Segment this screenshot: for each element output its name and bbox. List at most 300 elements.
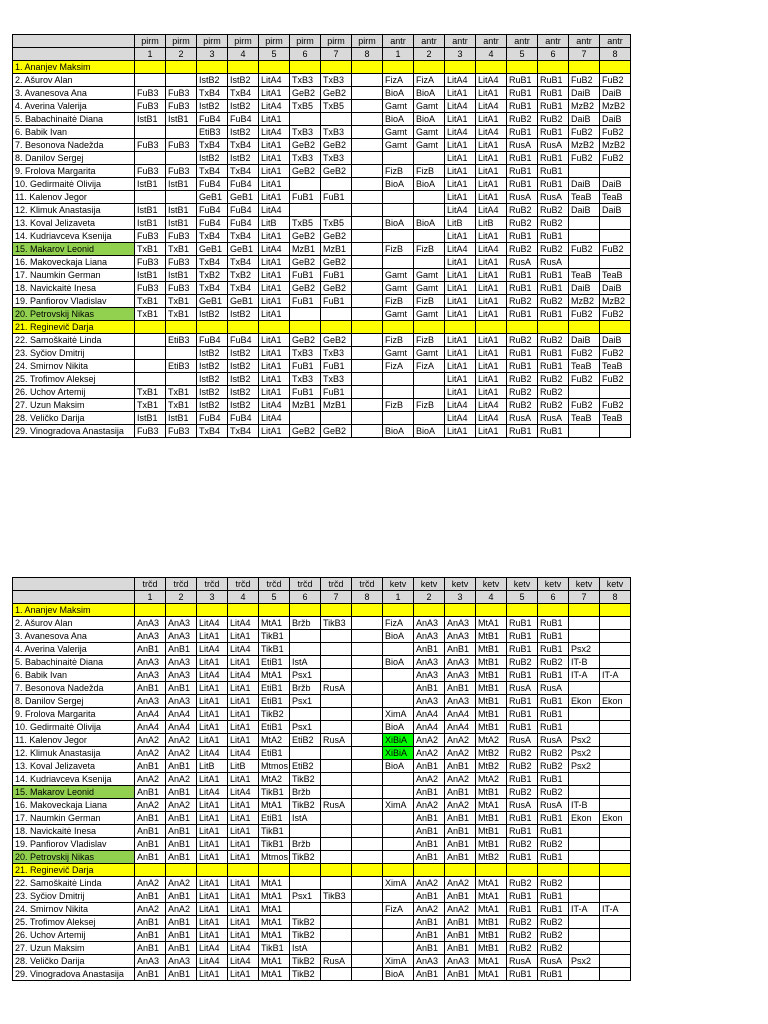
table-cell <box>445 61 476 74</box>
table-cell: LitA4 <box>445 74 476 87</box>
student-name-cell: 8. Danilov Sergej <box>13 152 135 165</box>
table-row <box>13 760 631 773</box>
table-cell: LitA1 <box>476 191 507 204</box>
column-header: 6 <box>538 591 569 604</box>
table-cell: RuB2 <box>538 217 569 230</box>
table-cell <box>569 864 600 877</box>
table-cell: LitA1 <box>476 360 507 373</box>
table-cell: MtB1 <box>476 682 507 695</box>
table-cell <box>600 217 631 230</box>
table-cell: AnA2 <box>445 903 476 916</box>
table-cell: FuB4 <box>228 334 259 347</box>
table-row <box>13 747 631 760</box>
table-cell: IstA <box>290 812 321 825</box>
table-cell: LitA4 <box>476 74 507 87</box>
column-header: trčd <box>259 578 290 591</box>
table-cell: Psx1 <box>290 695 321 708</box>
table-cell: RuB2 <box>538 113 569 126</box>
table-cell: FuB3 <box>166 282 197 295</box>
table-cell <box>259 604 290 617</box>
table-cell: FizB <box>414 295 445 308</box>
table-cell: FuB3 <box>135 425 166 438</box>
student-name-cell: 1. Ananjev Maksim <box>13 604 135 617</box>
table-cell: BioA <box>414 425 445 438</box>
table-cell <box>569 425 600 438</box>
table-cell <box>290 708 321 721</box>
table-cell: TxB4 <box>228 256 259 269</box>
table-cell: MtA1 <box>476 955 507 968</box>
table-cell: LitA1 <box>445 178 476 191</box>
table-cell <box>600 968 631 981</box>
table-cell: LitA1 <box>228 734 259 747</box>
table-cell: RuB1 <box>538 721 569 734</box>
table-cell: GeB1 <box>228 295 259 308</box>
table-cell: AnB1 <box>414 916 445 929</box>
table-cell: RuB1 <box>538 630 569 643</box>
table-cell <box>383 386 414 399</box>
table-cell <box>259 864 290 877</box>
table-cell: LitA4 <box>197 643 228 656</box>
student-name-cell: 18. Navickaitė Inesa <box>13 282 135 295</box>
table-cell: FuB4 <box>197 204 228 217</box>
table-cell <box>569 838 600 851</box>
table-cell: FizB <box>383 243 414 256</box>
table-cell: LitA1 <box>197 682 228 695</box>
table-cell: FuB4 <box>197 412 228 425</box>
table-cell: GeB2 <box>290 256 321 269</box>
table-cell <box>166 864 197 877</box>
table-cell <box>135 334 166 347</box>
table-cell <box>290 643 321 656</box>
table-cell: Psx2 <box>569 760 600 773</box>
student-name-cell: 16. Makoveckaja Liana <box>13 799 135 812</box>
table-cell: IstB1 <box>135 204 166 217</box>
table-cell: LitA1 <box>228 929 259 942</box>
student-name-cell: 12. Klimuk Anastasija <box>13 747 135 760</box>
table-cell: LitA1 <box>445 139 476 152</box>
table-cell: AnA2 <box>166 734 197 747</box>
table-row <box>13 74 631 87</box>
table-cell: MtA2 <box>476 734 507 747</box>
table-cell <box>352 269 383 282</box>
table-cell: IstB2 <box>228 126 259 139</box>
table-cell: FuB4 <box>228 204 259 217</box>
table-cell <box>352 734 383 747</box>
table-cell: LitA1 <box>228 851 259 864</box>
table-cell: XiBiA <box>383 734 414 747</box>
table-cell: LitA1 <box>228 916 259 929</box>
table-cell <box>600 864 631 877</box>
table-cell: AnB1 <box>135 851 166 864</box>
table-cell: FuB4 <box>197 113 228 126</box>
student-name-cell: 24. Smirnov Nikita <box>13 360 135 373</box>
table-cell: FizB <box>383 295 414 308</box>
table-cell: RuB1 <box>507 230 538 243</box>
table-cell: LitA1 <box>445 347 476 360</box>
table-cell: LitA1 <box>197 695 228 708</box>
table-cell: TxB1 <box>166 399 197 412</box>
table-cell: LitA1 <box>259 139 290 152</box>
table-cell: FuB1 <box>321 269 352 282</box>
table-cell <box>445 604 476 617</box>
table-cell: IstB1 <box>166 217 197 230</box>
table-cell: LitA1 <box>197 903 228 916</box>
table-cell: AnA2 <box>414 734 445 747</box>
student-name-cell: 26. Uchov Artemij <box>13 929 135 942</box>
table-cell <box>321 721 352 734</box>
table-cell <box>569 217 600 230</box>
table-cell: AnB1 <box>414 929 445 942</box>
table-row <box>13 373 631 386</box>
table-cell: LitA4 <box>197 617 228 630</box>
table-cell: BioA <box>383 113 414 126</box>
table-cell <box>600 656 631 669</box>
student-name-cell: 21. Reginevič Darja <box>13 864 135 877</box>
table-cell: RuB2 <box>507 760 538 773</box>
column-header: 1 <box>383 591 414 604</box>
table-cell: LitA1 <box>445 152 476 165</box>
table-cell <box>352 825 383 838</box>
table-cell <box>569 617 600 630</box>
table-cell <box>383 61 414 74</box>
table-cell: IstB2 <box>197 152 228 165</box>
table-cell: TeaB <box>569 360 600 373</box>
column-header: 3 <box>197 591 228 604</box>
table-cell <box>166 373 197 386</box>
table-row <box>13 903 631 916</box>
table-cell: AnA3 <box>445 695 476 708</box>
table-cell: RusA <box>507 799 538 812</box>
table-cell: BioA <box>414 87 445 100</box>
table-cell: AnB1 <box>135 643 166 656</box>
table-cell <box>321 695 352 708</box>
table-cell: MtA2 <box>259 773 290 786</box>
table-cell: AnA3 <box>135 617 166 630</box>
table-cell <box>321 308 352 321</box>
table-cell: AnA3 <box>414 617 445 630</box>
table-cell <box>383 695 414 708</box>
table-cell: LitA4 <box>259 243 290 256</box>
table-row <box>13 321 631 334</box>
table-cell: XimA <box>383 955 414 968</box>
table-cell: AnA2 <box>445 877 476 890</box>
table-cell: LitA1 <box>445 360 476 373</box>
column-header: pirm <box>321 35 352 48</box>
table-cell: IstB2 <box>228 152 259 165</box>
table-cell <box>166 347 197 360</box>
table-cell: AnB1 <box>166 851 197 864</box>
table-cell: RuB1 <box>507 617 538 630</box>
table-cell: LitB <box>476 217 507 230</box>
table-cell <box>476 321 507 334</box>
table-cell: AnB1 <box>166 968 197 981</box>
table-cell: AnA4 <box>445 708 476 721</box>
table-cell: TxB3 <box>321 152 352 165</box>
table-cell: RuB2 <box>507 942 538 955</box>
table-cell <box>569 256 600 269</box>
table-cell: LitA1 <box>259 347 290 360</box>
table-cell: Psx2 <box>569 747 600 760</box>
table-cell: LitA4 <box>476 100 507 113</box>
table-cell: AnB1 <box>414 890 445 903</box>
table-cell: MtB1 <box>476 812 507 825</box>
table-cell <box>569 682 600 695</box>
table-cell: MtA1 <box>476 877 507 890</box>
table-cell: RuB1 <box>538 178 569 191</box>
table-cell: GeB2 <box>290 230 321 243</box>
table-cell: LitA1 <box>197 721 228 734</box>
table-cell: RuB2 <box>507 929 538 942</box>
table-cell: LitA4 <box>445 412 476 425</box>
table-cell: TxB1 <box>135 386 166 399</box>
table-cell <box>383 825 414 838</box>
table-cell: RuB2 <box>507 334 538 347</box>
table-cell <box>383 230 414 243</box>
table-cell: AnB1 <box>166 760 197 773</box>
table-cell: LitA1 <box>476 347 507 360</box>
table-cell: RuB1 <box>538 100 569 113</box>
column-header: pirm <box>197 35 228 48</box>
table-cell: LitA1 <box>228 695 259 708</box>
table-cell <box>321 903 352 916</box>
table-cell <box>414 373 445 386</box>
table-cell: IstB1 <box>166 204 197 217</box>
table-cell: LitB <box>197 760 228 773</box>
table-cell: MtB1 <box>476 838 507 851</box>
table-cell <box>600 604 631 617</box>
table-cell: IstB2 <box>228 308 259 321</box>
table-cell: AnB1 <box>445 968 476 981</box>
table-cell <box>321 113 352 126</box>
student-name-cell: 15. Makarov Leonid <box>13 786 135 799</box>
table-cell <box>414 61 445 74</box>
table-cell: DaiB <box>600 113 631 126</box>
table-cell: TikB2 <box>290 968 321 981</box>
table-cell <box>135 604 166 617</box>
table-row <box>13 165 631 178</box>
table-cell: MzB2 <box>569 295 600 308</box>
table-cell: FuB2 <box>600 243 631 256</box>
table-cell: MtB1 <box>476 643 507 656</box>
table-cell: FuB4 <box>228 178 259 191</box>
table-cell: FuB3 <box>135 100 166 113</box>
table-cell: BioA <box>414 113 445 126</box>
column-header: 4 <box>476 48 507 61</box>
table-cell: FuB3 <box>135 230 166 243</box>
table-cell <box>569 61 600 74</box>
table-cell: RuB2 <box>538 929 569 942</box>
table-cell: AnA3 <box>414 955 445 968</box>
table-cell: RuB1 <box>507 425 538 438</box>
column-header: 1 <box>135 591 166 604</box>
table-cell: EtiB1 <box>259 721 290 734</box>
table-cell <box>166 74 197 87</box>
column-header: 5 <box>259 591 290 604</box>
table-cell: TxB3 <box>321 347 352 360</box>
table-cell <box>352 851 383 864</box>
table-cell: LitA4 <box>259 126 290 139</box>
table-cell <box>383 412 414 425</box>
table-cell: AnA2 <box>445 799 476 812</box>
table-cell: RuB1 <box>507 890 538 903</box>
table-cell: LitA1 <box>259 334 290 347</box>
table-cell: LitA4 <box>228 643 259 656</box>
table-cell: RuB1 <box>507 968 538 981</box>
table-cell: FuB1 <box>290 269 321 282</box>
table-cell: RusA <box>538 955 569 968</box>
column-header: 4 <box>228 591 259 604</box>
table-cell <box>352 321 383 334</box>
table-cell <box>569 851 600 864</box>
table-cell <box>166 321 197 334</box>
column-header: 8 <box>352 591 383 604</box>
table-cell: LitA1 <box>476 282 507 295</box>
table-cell: MzB1 <box>290 399 321 412</box>
table-cell <box>538 864 569 877</box>
table-row <box>13 269 631 282</box>
table-cell <box>290 747 321 760</box>
table-cell: LitA1 <box>445 334 476 347</box>
table-row <box>13 825 631 838</box>
table-cell <box>321 760 352 773</box>
column-header: trčd <box>135 578 166 591</box>
table-cell: Bržb <box>290 838 321 851</box>
table-cell <box>321 412 352 425</box>
table-row <box>13 334 631 347</box>
table-cell: MtA1 <box>476 799 507 812</box>
table-cell: IstA <box>290 656 321 669</box>
table-cell: AnB1 <box>445 825 476 838</box>
student-name-cell: 28. Veličko Darija <box>13 412 135 425</box>
column-header: antr <box>383 35 414 48</box>
table-cell: FuB1 <box>290 295 321 308</box>
column-header: antr <box>414 35 445 48</box>
table-cell <box>321 61 352 74</box>
table-cell: Gamt <box>383 308 414 321</box>
column-header: 8 <box>352 48 383 61</box>
table-cell: AnB1 <box>414 825 445 838</box>
table-cell: TikB2 <box>290 955 321 968</box>
table-cell <box>538 604 569 617</box>
table-cell: RuB2 <box>507 243 538 256</box>
table-cell <box>135 360 166 373</box>
table-cell: LitA1 <box>228 903 259 916</box>
table-cell: LitA4 <box>476 399 507 412</box>
table-cell: FuB4 <box>228 217 259 230</box>
student-name-cell: 18. Navickaitė Inesa <box>13 825 135 838</box>
table-cell <box>600 929 631 942</box>
table-cell: LitB <box>259 217 290 230</box>
table-cell: AnB1 <box>445 643 476 656</box>
table-row <box>13 425 631 438</box>
table-cell: TxB1 <box>166 295 197 308</box>
table-cell: RuB1 <box>507 851 538 864</box>
table-cell: TxB4 <box>228 425 259 438</box>
student-name-cell: 29. Vinogradova Anastasija <box>13 968 135 981</box>
table-cell: RuB1 <box>507 282 538 295</box>
table-cell <box>228 604 259 617</box>
table-cell <box>352 256 383 269</box>
table-cell <box>569 877 600 890</box>
table-cell: LitA4 <box>445 243 476 256</box>
table-cell: FizB <box>414 243 445 256</box>
table-cell: MtB1 <box>476 695 507 708</box>
table-cell <box>352 955 383 968</box>
table-cell: FizB <box>414 399 445 412</box>
table-cell: RuB2 <box>507 877 538 890</box>
table-cell: MtA1 <box>476 903 507 916</box>
table-cell: FuB1 <box>321 360 352 373</box>
table-cell: TxB1 <box>166 386 197 399</box>
table-cell: LitA1 <box>197 825 228 838</box>
table-cell: RuB2 <box>538 838 569 851</box>
student-name-cell: 17. Naumkin German <box>13 812 135 825</box>
table-cell: TeaB <box>600 269 631 282</box>
table-cell <box>290 825 321 838</box>
table-cell <box>352 87 383 100</box>
table-cell: AnA3 <box>135 656 166 669</box>
table-cell <box>290 321 321 334</box>
table-cell: FuB1 <box>321 295 352 308</box>
table-cell <box>352 708 383 721</box>
table-cell: FuB2 <box>569 399 600 412</box>
table-row <box>13 786 631 799</box>
table-cell <box>414 412 445 425</box>
table-cell: AnA2 <box>135 773 166 786</box>
student-name-cell: 5. Babachinaitė Diana <box>13 656 135 669</box>
table-cell <box>352 399 383 412</box>
table-cell: LitA1 <box>476 165 507 178</box>
column-header: 3 <box>197 48 228 61</box>
table-cell: RuB1 <box>538 308 569 321</box>
student-name-cell: 10. Gedirmaitė Olivija <box>13 178 135 191</box>
table-cell: AnB1 <box>414 786 445 799</box>
table-cell <box>352 217 383 230</box>
table-cell: LitB <box>445 217 476 230</box>
table-row <box>13 916 631 929</box>
table-cell: RuB1 <box>507 825 538 838</box>
table-cell: FuB3 <box>135 165 166 178</box>
table-cell: EtiB3 <box>197 126 228 139</box>
table-cell: RuB2 <box>538 760 569 773</box>
table-cell: BioA <box>383 178 414 191</box>
table-cell: BioA <box>383 217 414 230</box>
table-cell: MtB1 <box>476 825 507 838</box>
table-cell: LitA1 <box>197 812 228 825</box>
table-cell: FuB4 <box>228 113 259 126</box>
table-cell: XiBiA <box>383 747 414 760</box>
student-name-cell: 3. Avanesova Ana <box>13 630 135 643</box>
table-cell: TikB1 <box>259 825 290 838</box>
table-cell: MtB1 <box>476 929 507 942</box>
table-cell: FuB3 <box>166 87 197 100</box>
column-header: antr <box>476 35 507 48</box>
table-cell: LitA1 <box>476 152 507 165</box>
table-cell: RuB1 <box>538 87 569 100</box>
student-name-cell: 28. Veličko Darija <box>13 955 135 968</box>
table-cell: LitA1 <box>476 308 507 321</box>
table-cell <box>507 61 538 74</box>
table-row <box>13 773 631 786</box>
table-cell: LitA4 <box>445 100 476 113</box>
table-cell: LitA1 <box>259 425 290 438</box>
table-cell: EtiB1 <box>259 812 290 825</box>
table-cell: DaiB <box>569 113 600 126</box>
table-cell <box>600 760 631 773</box>
table-row <box>13 890 631 903</box>
table-cell: Psx2 <box>569 643 600 656</box>
table-cell: IstB1 <box>135 269 166 282</box>
